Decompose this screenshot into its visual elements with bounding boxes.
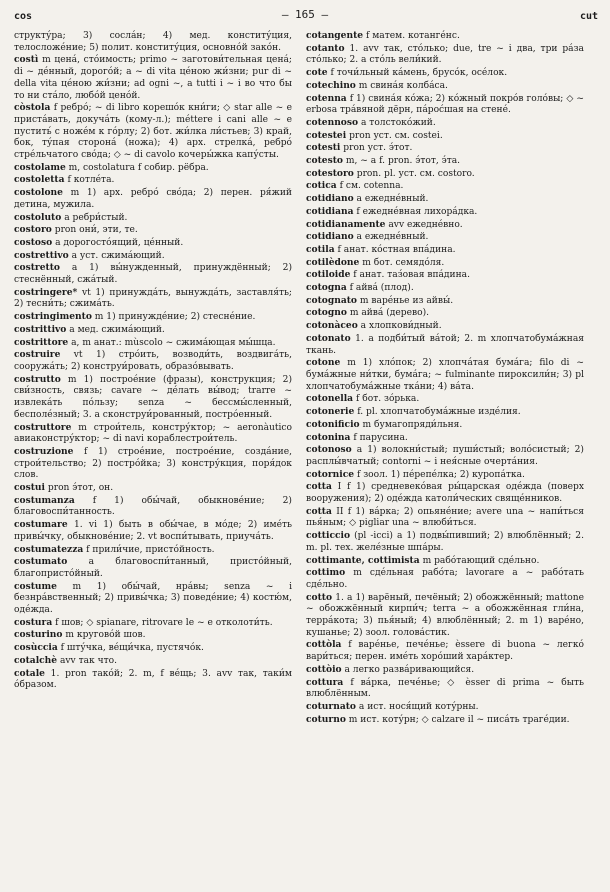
entry-definition: pron уст. э́тот. — [343, 143, 413, 154]
entry-headword: cotta — [306, 505, 332, 517]
entry-definition: vt 1) принужда́ть, вынужда́ть, заставля́ть; 2) тесни́ть; сжима́ть. — [14, 287, 292, 310]
dictionary-entry — [14, 30, 292, 54]
entry-headword: cotesto — [306, 155, 343, 167]
entry-headword: costoletta — [14, 174, 65, 186]
entry-definition: 1. vi 1) быть в обы́чае, в мо́де; 2) име́ть привы́чку, обыкнове́ние; 2. vt воспи́тывать, приуча́ть. — [14, 520, 292, 542]
dictionary-entry — [306, 444, 584, 468]
entry-definition: 1. pron тако́й; 2. m, f ве́щь; 3. avv так, таки́м о́бразом. — [14, 668, 292, 691]
entry-headword: costumatezza — [14, 543, 84, 555]
dictionary-entry — [14, 617, 292, 630]
entry-definition: m бумагопряди́льня. — [362, 419, 463, 430]
entry-definition: m 1) хло́пок; 2) хлопча́тая бума́га; filo di ~ бума́жные ни́тки, бума́га; ~ fulminante пироксили́н; 3) pl хлопчатобума́жные тка́ни; 4) ва́та. — [306, 358, 584, 392]
entry-headword: cotennoso — [306, 116, 359, 128]
dictionary-entry — [14, 495, 292, 519]
dictionary-entry — [14, 482, 292, 495]
entry-definition: f анат. ко́стная впа́дина. — [337, 244, 456, 255]
entry-headword: costringere* — [14, 286, 78, 298]
dictionary-entry — [306, 333, 584, 357]
entry-definition: m строи́тель, констру́ктор; ~ aeronàutico авиаконстру́ктор; ~ di navi кораблестрои́тель. — [14, 422, 292, 445]
entry-headword: costruire — [14, 349, 61, 361]
entry-definition: m кругово́й шов. — [65, 630, 146, 641]
entry-headword: cote — [306, 67, 328, 79]
entry-headword: cotilèdone — [306, 256, 360, 268]
entry-headword: costumato — [14, 556, 68, 568]
entry-definition: f ва́рка, пече́нье; ◇ èsser di prima ~ быть влюблённым. — [306, 677, 584, 700]
entry-definition: f см. cotenna. — [339, 181, 404, 192]
dictionary-entry — [306, 43, 584, 67]
dictionary-entry — [306, 282, 584, 295]
dictionary-entry — [14, 212, 292, 225]
dictionary-entry — [306, 307, 584, 320]
right-column — [306, 30, 584, 886]
entry-definition: f матем. котанге́нс. — [365, 31, 460, 41]
entry-definition: m бот. семядо́ля. — [362, 257, 445, 268]
entry-headword: cotonerie — [306, 406, 355, 418]
entry-definition: avv так что. — [60, 655, 118, 666]
entry-headword: cotto — [306, 591, 333, 603]
dictionary-entry — [306, 155, 584, 168]
entry-headword: còstola — [14, 102, 51, 114]
entry-definition: f 1) строе́ние, построе́ние, созда́ние, строи́тельство; 2) постро́йка; 3) констру́кция, поря́док слов. — [14, 446, 292, 481]
entry-definition: m 1) арх. ребро́ сво́да; 2) перен. ря́жий детина, мужила. — [14, 188, 292, 210]
entry-headword: costura — [14, 616, 53, 628]
entry-definition: pron они́, эти, те. — [54, 225, 138, 236]
entry-headword: cotonina — [306, 431, 351, 443]
dictionary-entry — [14, 668, 292, 692]
entry-headword: cotidiano — [306, 193, 354, 205]
dictionary-entry — [14, 237, 292, 250]
entry-definition: a ежедне́вный. — [356, 194, 429, 205]
entry-headword: cotonàceo — [306, 320, 358, 332]
dictionary-entry — [306, 481, 584, 505]
entry-definition: I f 1) средневеко́вая ры́царская оде́жда (поверх вооружения); 2) оде́жда католи́ческих свяще́нников. — [306, 482, 584, 505]
dictionary-entry — [14, 519, 292, 543]
dictionary-entry — [14, 311, 292, 324]
dictionary-entry — [306, 320, 584, 333]
dictionary-entry — [306, 677, 584, 701]
entry-headword: costoro — [14, 224, 52, 236]
entry-headword: cotidiana — [306, 205, 354, 217]
dictionary-entry — [306, 393, 584, 406]
entry-headword: costoso — [14, 236, 53, 248]
entry-definition: a благовоспи́танный, присто́йный, благопристо́йный. — [14, 557, 292, 579]
dictionary-entry — [306, 130, 584, 143]
entry-headword: costurino — [14, 629, 63, 641]
entry-definition: m варе́нье из айвы́. — [359, 295, 454, 306]
entry-headword: cotidianamente — [306, 218, 386, 230]
entry-headword: cotonella — [306, 393, 354, 405]
dictionary-entry — [306, 295, 584, 308]
dictionary-entry — [14, 262, 292, 286]
dictionary-entry — [14, 446, 292, 482]
entry-headword: costoluto — [14, 211, 62, 223]
entry-headword: cotestoro — [306, 167, 354, 179]
dictionary-entry — [306, 639, 584, 663]
entry-headword: coturnato — [306, 700, 356, 712]
entry-headword: costì — [14, 54, 39, 66]
dictionary-entry — [306, 714, 584, 727]
dictionary-entry — [306, 193, 584, 206]
entry-definition: m цена́, сто́имость; primo ~ заготови́тельная цена́; di ~ де́нный, дорого́й; a ~ di vita це́ною жи́зни; pur di ~ della vita це́ною жи́зни; ad ogni ~, a tutti i ~ i во что бы то ни ста́ло, любо́й цено́й. — [14, 55, 292, 101]
dictionary-entry — [306, 142, 584, 155]
entry-headword: costrittivo — [14, 323, 67, 335]
entry-definition: a 1) волокни́стый; пуши́стый; воло́систый; 2) расплы́вчатый; contorni ~ i нея́сные очерта́ния. — [306, 445, 584, 467]
entry-headword: cotangente — [306, 30, 364, 41]
entry-definition: a толстоко́жий. — [360, 117, 436, 128]
dictionary-entry — [306, 257, 584, 270]
entry-definition: f котле́та. — [67, 175, 115, 186]
dictionary-entry — [306, 664, 584, 677]
dictionary-entry — [306, 469, 584, 482]
entry-headword: cotestei — [306, 129, 347, 141]
entry-definition: f бот. зо́рька. — [355, 394, 420, 405]
entry-headword: cotiloide — [306, 269, 351, 281]
entry-headword: cotesti — [306, 142, 341, 154]
entry-headword: cottimo — [306, 567, 346, 579]
entry-definition: m, ~ a f. pron. э́тот, э́та. — [345, 156, 461, 167]
dictionary-entry — [306, 419, 584, 432]
entry-headword: cotonato — [306, 332, 351, 344]
page-header — [0, 0, 610, 28]
dictionary-entry — [306, 406, 584, 419]
dictionary-entry — [306, 567, 584, 591]
entry-headword: cotanto — [306, 42, 345, 54]
entry-definition: m айва́ (дерево). — [349, 308, 430, 319]
dictionary-entry — [306, 93, 584, 117]
entry-headword: costretto — [14, 262, 60, 274]
dictionary-entry — [306, 80, 584, 93]
entry-headword: costumanza — [14, 494, 75, 506]
dictionary-entry — [306, 555, 584, 568]
dictionary-entry — [14, 250, 292, 263]
entry-definition: m, costolatura f собир. рёбра. — [68, 162, 209, 173]
dictionary-entry — [14, 287, 292, 311]
dictionary-entry — [306, 357, 584, 393]
entry-headword: costolone — [14, 187, 63, 199]
entry-definition: f точи́льный ка́мень, брусо́к, осе́лок. — [330, 68, 508, 79]
dictionary-entry — [14, 642, 292, 655]
entry-definition: структу́ра; 3) сосла́н; 4) мед. конститу́ция, телосложе́ние; 5) полит. конститу́ция, основно́й зако́н. — [14, 31, 292, 53]
entry-definition: m сде́льная рабо́та; lavorare a ~ рабо́тать сде́льно. — [306, 568, 584, 590]
dictionary-entry — [14, 629, 292, 642]
entry-definition: a ежедне́вный. — [356, 232, 429, 243]
entry-headword: cotidiano — [306, 231, 354, 243]
entry-headword: costui — [14, 482, 45, 494]
entry-definition: pron уст. см. costei. — [349, 130, 443, 141]
entry-definition: a мед. сжима́ющий. — [69, 324, 165, 335]
dictionary-entry — [14, 174, 292, 187]
entry-definition: II f 1) ва́рка; 2) опьяне́ние; avere una ~ напи́ться пья́ным; ◇ pigliar una ~ влюби́ться. — [306, 506, 584, 529]
dictionary-entry — [14, 187, 292, 211]
dictionary-entry — [306, 30, 584, 43]
entry-definition: pron. pl. уст. см. costoro. — [356, 168, 475, 179]
entry-headword: cotone — [306, 357, 341, 369]
entry-headword: cotta — [306, 481, 332, 493]
dictionary-entry — [306, 117, 584, 130]
entry-headword: cotalchè — [14, 654, 58, 666]
entry-definition: (pl -icci) a 1) подвы́пивший; 2) влюблённый; 2. m. pl. тех. желе́зные шпа́ры. — [306, 531, 584, 553]
entry-headword: cottimante, cottimista — [306, 554, 420, 566]
entry-headword: cotica — [306, 180, 337, 192]
entry-definition: f. pl. хлопчатобума́жные изде́лия. — [357, 407, 521, 418]
entry-definition: m 1) обы́чай, нра́вы; senza ~ i безнра́вственный; 2) привы́чка; 3) поведе́ние; 4) костю́м, оде́жда. — [14, 581, 292, 616]
dictionary-entry — [14, 556, 292, 580]
entry-definition: m 1) построе́ние (фразы), конструкция; 2) сви́зность, связь; cavare ~ де́лать вы́вод; trarre ~ извлека́ть по́льзу; senza ~ бессмы́сленный, бесполе́зный; 3. a сконструи́рованный, постро́енный. — [14, 374, 292, 420]
dictionary-entry — [306, 206, 584, 219]
entry-definition: m 1) принужде́ние; 2) стесне́ние. — [94, 312, 256, 323]
entry-definition: f парусина. — [353, 432, 408, 443]
header-right-guide-word: cut — [579, 11, 598, 22]
entry-headword: coturno — [306, 713, 346, 725]
entry-definition: f прили́чие, присто́йность. — [86, 544, 215, 555]
entry-headword: costringimento — [14, 311, 92, 323]
dictionary-entry — [14, 102, 292, 162]
entry-definition: a уст. сжима́ющий. — [71, 250, 165, 261]
dictionary-entry — [14, 324, 292, 337]
entry-headword: cottòio — [306, 663, 342, 675]
entry-definition: 1. avv так, сто́лько; due, tre ~ i два, три ра́за сто́лько; 2. a сто́ль вели́кий. — [306, 43, 584, 66]
entry-headword: costruzione — [14, 445, 74, 457]
entry-definition: avv ежедне́вно. — [388, 219, 463, 230]
entry-headword: cottura — [306, 676, 344, 688]
entry-headword: cotogno — [306, 307, 347, 319]
left-column — [14, 30, 292, 886]
dictionary-entry — [14, 224, 292, 237]
entry-headword: cotogna — [306, 282, 347, 294]
dictionary-entry — [306, 219, 584, 232]
entry-headword: cotornice — [306, 468, 355, 480]
page-number: — 165 — — [281, 8, 329, 21]
dictionary-entry — [14, 544, 292, 557]
dictionary-entry — [306, 231, 584, 244]
dictionary-entry — [306, 269, 584, 282]
entry-definition: a дорогосто́ящий, це́нный. — [55, 237, 184, 248]
entry-headword: cotechino — [306, 79, 356, 91]
entry-headword: cotale — [14, 667, 45, 679]
dictionary-entry — [14, 422, 292, 446]
entry-definition: f зоол. 1) пе́репе́лка; 2) куропа́тка. — [356, 469, 525, 480]
entry-headword: cotticcio — [306, 530, 351, 542]
entry-headword: cosùccia — [14, 642, 58, 654]
entry-headword: costrettivo — [14, 249, 69, 261]
entry-definition: a ребри́стый. — [64, 212, 128, 223]
entry-definition: f ребро́; ~ di libro корешо́к кни́ги; ◇ star alle ~ e приста́вать, докуча́ть (кому-л.); méttere i cani alle ~ e пустить́ с ноже́м к го́рлу; 2) бот. жи́лка ли́стьев; 3) край, бок, ту́пая сторона́ (ножа); 4) арх. стрелка́, ребро́ стре́льчатого сво́да; ◇ ~ di cavolo кочеры́жка капу́сты. — [14, 103, 292, 161]
dictionary-entry — [14, 655, 292, 668]
entry-definition: 1. a 1) варёный, печёный; 2) обожжённый; mattone ~ обожжённый кирпи́ч; terra ~ a обожжённая гли́на, терра́кота; 3) пья́ный; 4) влюблённый; 2. m 1) варе́но, кушанье; 2) зоол. голова́стик. — [306, 592, 584, 638]
dictionary-entry — [306, 244, 584, 257]
dictionary-entry — [306, 168, 584, 181]
dictionary-entry — [306, 506, 584, 530]
entry-headword: costumare — [14, 519, 68, 531]
dictionary-entry — [14, 349, 292, 373]
dictionary-entry — [306, 432, 584, 445]
header-left-guide-word: cos — [14, 11, 33, 22]
entry-headword: cotonificio — [306, 418, 360, 430]
dictionary-entry — [306, 530, 584, 554]
entry-definition: m свина́я колба́са. — [358, 80, 448, 91]
entry-definition: m ист. коту́рн; ◇ calzare il ~ писа́ть траге́дии. — [348, 714, 570, 725]
entry-headword: cotila — [306, 243, 335, 255]
entry-definition: a 1) вы́нужденный, принуждённый; 2) стеснённый, сжа́тый. — [14, 263, 292, 286]
dictionary-entry — [14, 581, 292, 617]
entry-definition: f варе́нье, пече́нье; èssere di buona ~ легко́ вари́ться; перен. име́ть хоро́ший хара́ктер. — [306, 640, 584, 663]
entry-definition: a хлопкови́дный. — [360, 321, 442, 332]
entry-headword: costolame — [14, 161, 66, 173]
dictionary-entry — [306, 592, 584, 640]
entry-headword: costrittore — [14, 336, 69, 348]
entry-definition: f айва́ (плод). — [349, 283, 414, 294]
dictionary-entry — [14, 374, 292, 422]
entry-definition: f шов; ◇ spianare, ritrovare le ~ e отколоти́ть. — [55, 617, 273, 628]
dictionary-entry — [14, 162, 292, 175]
dictionary-entry — [306, 67, 584, 80]
entry-definition: a легко разва́ривающийся. — [344, 664, 475, 675]
entry-headword: costruttore — [14, 421, 72, 433]
entry-definition: 1. a подби́тый ва́той; 2. m хлопчатобума́жная ткань. — [306, 333, 584, 356]
entry-headword: costrutto — [14, 373, 61, 385]
entry-definition: pron э́тот, он. — [47, 483, 114, 494]
entry-definition: f ежедне́вная лихора́дка. — [356, 206, 478, 217]
entry-definition: m рабо́тающий сде́льно. — [422, 555, 540, 566]
entry-headword: cotonoso — [306, 444, 352, 456]
dictionary-entry — [306, 701, 584, 714]
entry-definition: f анат. таз́овая впа́дина. — [353, 270, 470, 281]
entry-headword: cotenna — [306, 92, 347, 104]
entry-definition: f 1) обы́чай, обыкнове́ние; 2) благовоспи́танность. — [14, 495, 292, 518]
entry-definition: a ист. нося́щий коту́рны. — [358, 701, 479, 712]
entry-definition: a, m анат.: mùscolo ~ сжима́ющая мы́шца. — [71, 337, 276, 348]
dictionary-entry — [14, 337, 292, 350]
dictionary-entry — [306, 180, 584, 193]
dictionary-entry — [14, 54, 292, 102]
entry-definition: vt 1) стро́ить, возводи́ть, воздвига́ть, сооружа́ть; 2) конструи́ровать, образо́вывать. — [14, 350, 292, 372]
entry-definition: f 1) свина́я ко́жа; 2) ко́жный покро́в голо́вы; ◇ ~ erbosa тра́вяной дёрн, па́рос́шая на стене́. — [306, 93, 584, 116]
entry-headword: cotognato — [306, 294, 357, 306]
entry-definition: f шту́чка, ве́щи́чка, пустячо́к. — [60, 643, 204, 654]
entry-headword: costume — [14, 580, 57, 592]
entry-headword: cottòla — [306, 639, 342, 651]
